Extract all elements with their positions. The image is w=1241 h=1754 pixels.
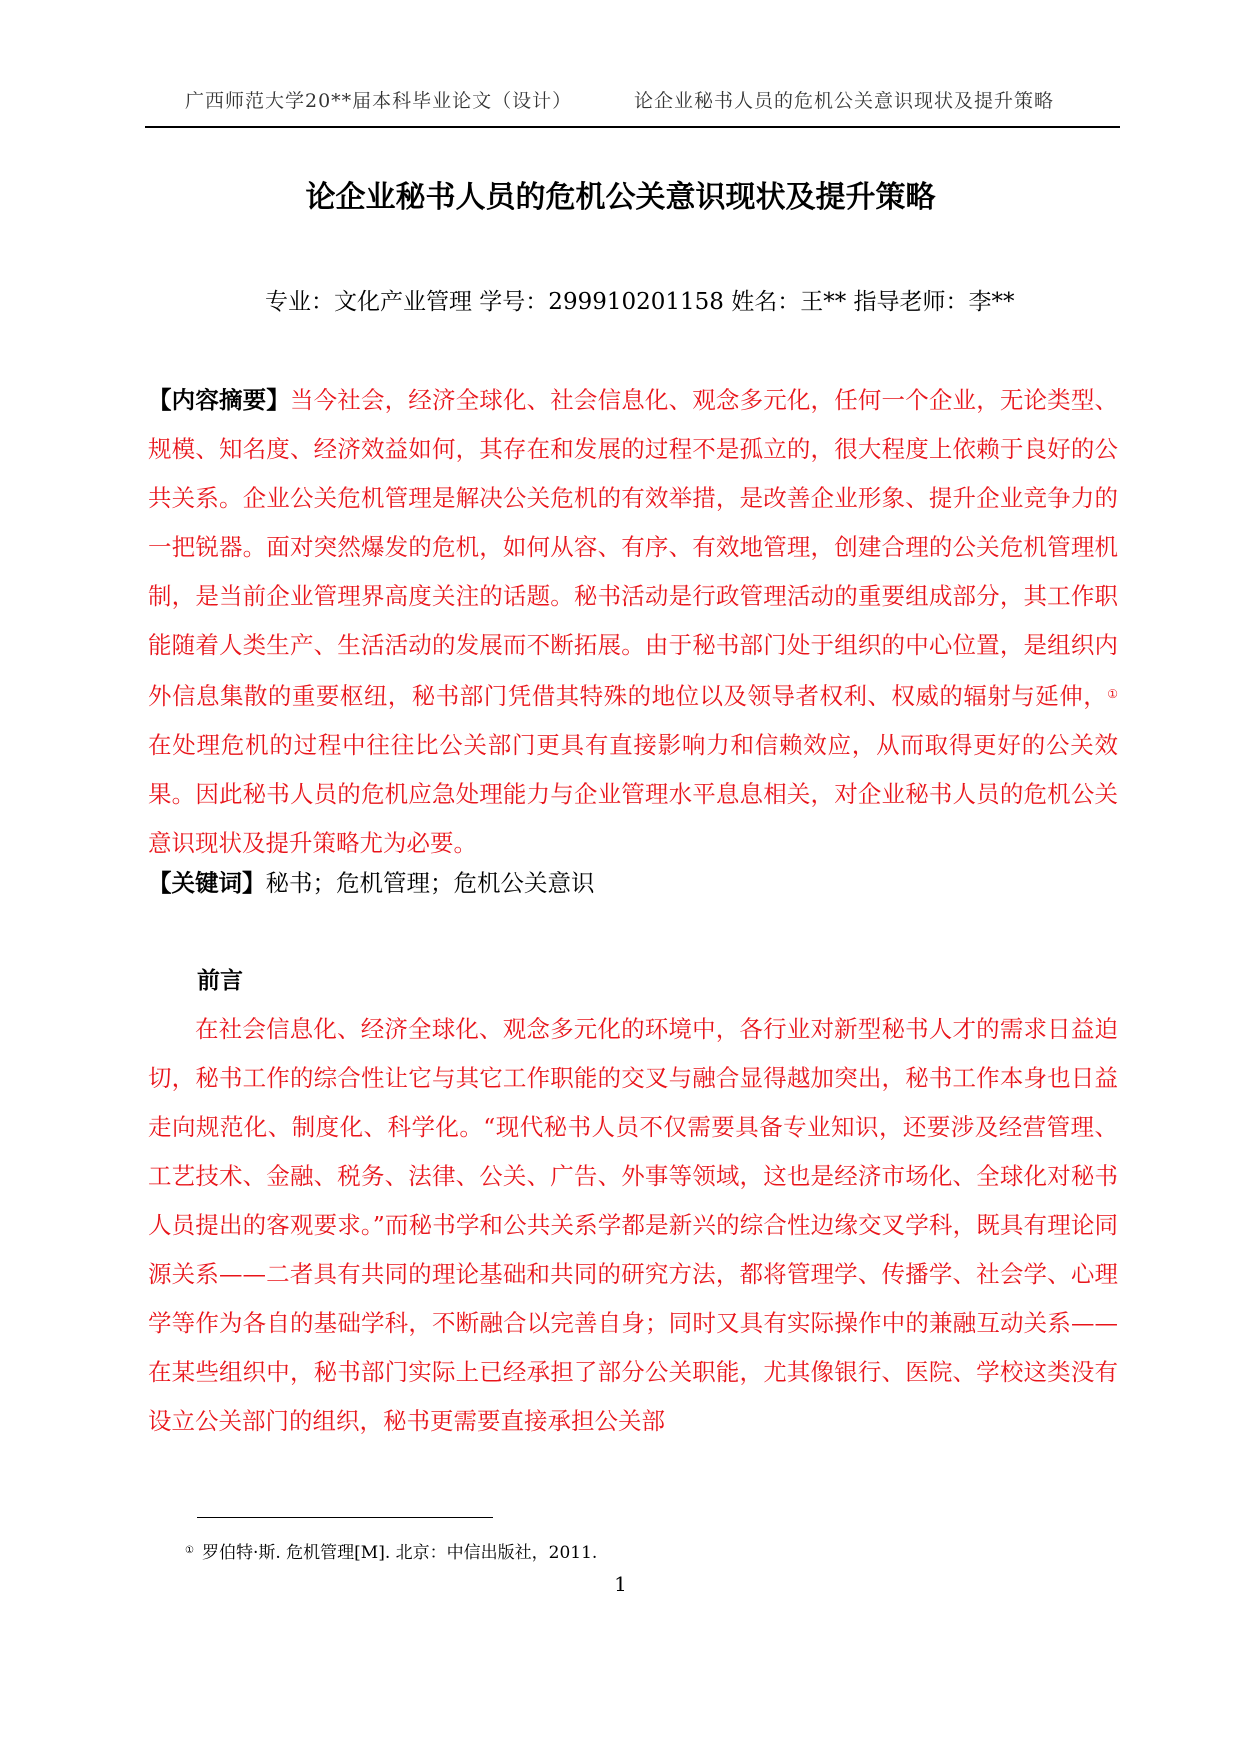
header-left: 广西师范大学20**届本科毕业论文（设计） <box>185 90 573 112</box>
body-paragraph: 在社会信息化、经济全球化、观念多元化的环境中，各行业对新型秘书人才的需求日益迫切，秘书工作的综合性让它与其它工作职能的交叉与融合显得越加突出，秘书工作本身也日益走向规范化、制度化、科学化。“现代秘书人员不仅需要具备专业知识，还要涉及经营管理、工艺技术、金融、税务、法律、公关、广告、外事等领域，这也是经济市场化、全球化对秘书人员提出的客观要求。”而秘书学和公共关系学都是新兴的综合性边缘交叉学科，既具有理论同源关系——二者具有共同的理论基础和共同的研究方法，都将管理学、传播学、社会学、心理学等作为各自的基础学科，不断融合以完善自身；同时又具有实际操作中的兼融互动关系——在某些组织中，秘书部门实际上已经承担了部分公关职能，尤其像银行、医院、学校这类没有设立公关部门的组织，秘书更需要直接承担公关部 <box>148 1015 1118 1435</box>
keywords <box>148 864 595 898</box>
abstract-label: 【内容摘要】 <box>148 386 290 414</box>
abstract <box>148 376 1118 868</box>
header-right: 论企业秘书人员的危机公关意识现状及提升策略 <box>633 90 1054 112</box>
author-meta: 专业：文化产业管理 学号：299910201158 姓名：王** 指导老师：李** <box>265 289 1015 315</box>
keywords-text: 秘书；危机管理；危机公关意识 <box>265 869 595 897</box>
footnote <box>185 1538 597 1563</box>
footnote-reference[interactable]: ① <box>1107 687 1118 701</box>
section-title: 前言 <box>197 968 243 994</box>
footnote-rule <box>197 1517 493 1518</box>
page-header <box>145 86 1120 126</box>
document-title: 论企业秘书人员的危机公关意识现状及提升策略 <box>305 180 936 215</box>
header-rule <box>145 126 1120 128</box>
footnote-text: 罗伯特·斯. 危机管理[M]. 北京：中信出版社，2011. <box>201 1543 598 1563</box>
page-number: 1 <box>614 1572 627 1596</box>
abstract-text-1: 当今社会，经济全球化、社会信息化、观念多元化，任何一个企业，无论类型、规模、知名度、经济效益如何，其存在和发展的过程不是孤立的，很大程度上依赖于良好的公共关系。企业公关危机管理是解决公关危机的有效举措，是改善企业形象、提升企业竞争力的一把锐器。面对突然爆发的危机，如何从容、有序、有效地管理，创建合理的公关危机管理机制，是当前企业管理界高度关注的话题。秘书活动是行政管理活动的重要组成部分，其工作职能随着人类生产、生活活动的发展而不断拓展。由于秘书部门处于组织的中心位置，是组织内外信息集散的重要枢纽，秘书部门凭借其特殊的地位以及领导者权利、权威的辐射与延伸， <box>148 386 1119 710</box>
keywords-label: 【关键词】 <box>148 869 266 897</box>
abstract-text-2: 在处理危机的过程中往往比公关部门更具有直接影响力和信赖效应，从而取得更好的公关效果。因此秘书人员的危机应急处理能力与企业管理水平息息相关，对企业秘书人员的危机公关意识现状及提升策略尤为必要。 <box>148 731 1118 857</box>
footnote-mark: ① <box>185 1545 194 1556</box>
